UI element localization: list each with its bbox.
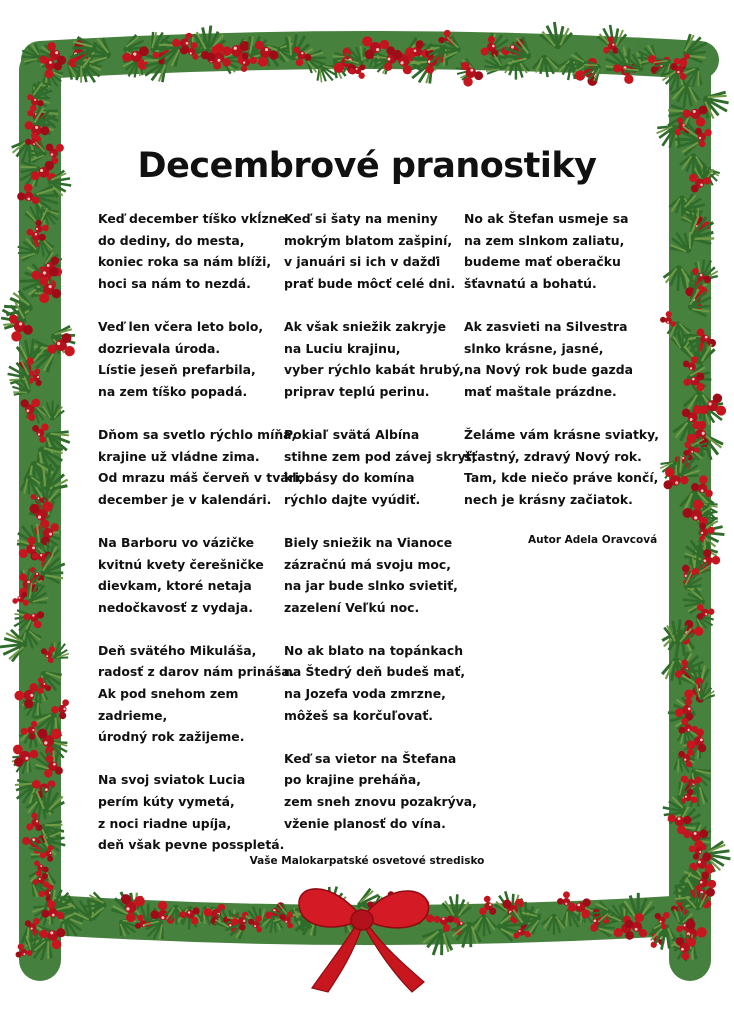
poem-line: perím kúty vymetá, <box>98 794 235 810</box>
poem-line: zazelení Veľkú noc. <box>284 599 420 615</box>
poem-line: Želáme vám krásne sviatky, <box>464 426 659 442</box>
poem-line: vženie planosť do vína. <box>284 815 446 831</box>
poem-line: mokrým blatom zašpiní, <box>284 232 453 248</box>
poem-line: kvitnú kvety čerešničke <box>98 556 264 572</box>
poem-line: slnko krásne, jasné, <box>464 340 604 356</box>
poem-line: zadrieme, <box>98 707 168 723</box>
poem-line: na Luciu krajinu, <box>284 340 401 356</box>
poem-line: Veď len včera leto bolo, <box>98 318 264 334</box>
poem-line: Lístie jeseň prefarbila, <box>98 362 256 378</box>
poem-stanza <box>98 640 295 748</box>
poem-line: Na svoj sviatok Lucia <box>98 772 246 788</box>
poem-stanza <box>284 208 462 294</box>
poem-line: rýchlo dajte vyúdiť. <box>284 491 421 507</box>
poem-stanza <box>98 208 286 294</box>
poem-line: nedočkavosť z vydaja. <box>98 599 253 615</box>
poem-line: dievkam, ktoré netaja <box>98 578 252 594</box>
poem-column-1 <box>98 208 304 877</box>
poem-line: zázračnú má svoju moc, <box>284 556 451 572</box>
poem-stanza <box>284 748 477 834</box>
poem-line: z noci riadne upíja, <box>98 815 232 831</box>
poem-line: december je v kalendári. <box>98 491 272 507</box>
poem-line: zem sneh znovu pozakrýva, <box>284 794 477 810</box>
poem-line: Dňom sa svetlo rýchlo míňa, <box>98 426 297 442</box>
poem-stanza <box>284 640 466 726</box>
poem-line: po krajine preháňa, <box>284 772 421 788</box>
poem-line: budeme mať oberačku <box>464 254 621 270</box>
page-title: Decembrové pranostiky <box>137 146 597 186</box>
poem-line: Od mrazu máš červeň v tvári, <box>98 470 304 486</box>
poem-line: Tam, kde niečo práve končí, <box>464 470 659 486</box>
poem-line: No ak blato na topánkach <box>284 642 464 658</box>
poem-stanza <box>284 532 462 618</box>
poem-line: Biely sniežik na Vianoce <box>284 534 453 550</box>
poem-line: Keď si šaty na meniny <box>284 211 438 226</box>
poem-line: Ak však sniežik zakryje <box>284 318 447 334</box>
poem-column-3 <box>464 208 659 532</box>
poem-line: v januári si ich v dažďi <box>284 254 441 270</box>
poem-line: stihne zem pod závej skryť, <box>284 448 477 464</box>
poem-stanza <box>98 532 278 618</box>
poem-line: Ak zasvieti na Silvestra <box>464 318 628 334</box>
poem-line: na Nový rok bude gazda <box>464 362 633 378</box>
poem-stanza <box>98 424 304 510</box>
footer-organization: Vaše Malokarpatské osvetové stredisko <box>249 855 485 867</box>
poem-line: No ak Štefan usmeje sa <box>464 211 629 226</box>
poem-line: nech je krásny začiatok. <box>464 491 633 507</box>
poem-line: vyber rýchlo kabát hrubý, <box>284 362 464 378</box>
poem-line: radosť z darov nám prináša. <box>98 664 295 680</box>
poem-stanza <box>464 316 654 402</box>
poem-line: Ak pod snehom zem <box>98 686 239 702</box>
poem-line: prať bude môcť celé dni. <box>284 275 456 291</box>
poem-column-2 <box>284 208 477 856</box>
poem-line: priprav teplú perinu. <box>284 383 430 399</box>
poem-line: Na Barboru vo vázičke <box>98 534 255 550</box>
poem-line: šťavnatú a bohatú. <box>464 275 597 291</box>
poem-line: na zem slnkom zaliatu, <box>464 232 625 248</box>
poem-line: Keď december tíško vkĺzne <box>98 211 286 226</box>
poem-line: do dediny, do mesta, <box>98 232 245 248</box>
poem-line: na jar bude slnko svietiť, <box>284 578 458 594</box>
poem-line: na zem tíško popadá. <box>98 383 248 399</box>
poem-line: Deň svätého Mikuláša, <box>98 642 257 658</box>
poem-line: šťastný, zdravý Nový rok. <box>464 448 642 464</box>
poem-line: Keď sa vietor na Štefana <box>284 750 457 766</box>
poem-line: na Štedrý deň budeš mať, <box>284 664 466 680</box>
poem-stanza <box>98 769 285 855</box>
author-credit: Autor Adela Oravcová <box>528 534 658 546</box>
poem-line: krajine už vládne zima. <box>98 448 260 464</box>
poem-line: hoci sa nám to nezdá. <box>98 275 251 291</box>
poem-line: mať maštale prázdne. <box>464 383 617 399</box>
poem-stanza <box>284 424 477 510</box>
poem-line: úrodný rok zažijeme. <box>98 729 245 745</box>
poem-line: Pokiaľ svätá Albína <box>284 426 420 442</box>
poem-stanza <box>464 424 659 510</box>
poem-stanza <box>98 316 278 402</box>
poem-line: dozrievala úroda. <box>98 340 221 356</box>
poem-stanza <box>284 316 462 402</box>
poem-line: klobásy do komína <box>284 470 415 486</box>
poem-line: koniec roka sa nám blíži, <box>98 254 272 270</box>
poem-line: deň však pevne posspletá. <box>98 837 285 853</box>
poem-line: môžeš sa korčuľovať. <box>284 707 433 723</box>
poem-stanza <box>464 208 654 294</box>
poem-line: na Jozefa voda zmrzne, <box>284 686 446 702</box>
